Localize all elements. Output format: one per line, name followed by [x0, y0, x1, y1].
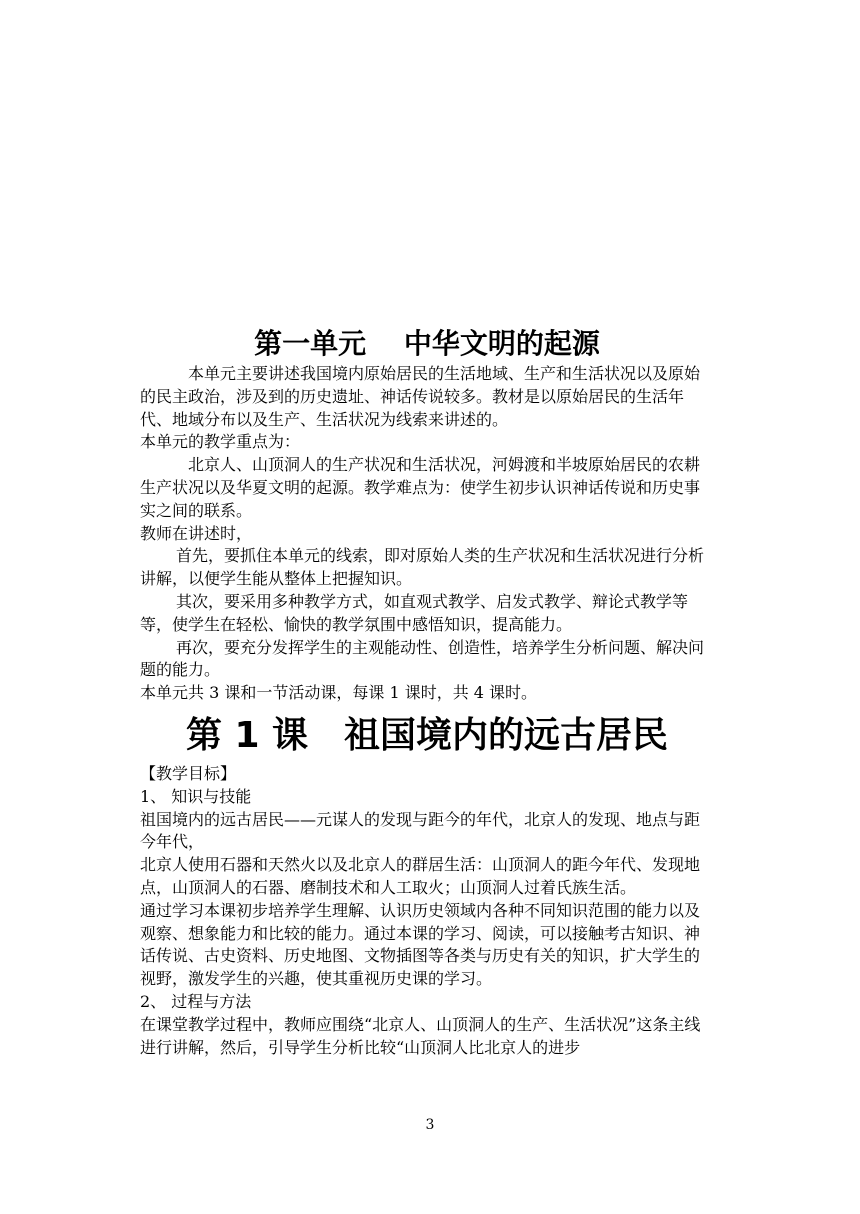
objective-2-heading: 2、 过程与方法 [140, 991, 252, 1011]
teacher-note-first: 首先，要抓住本单元的线索，即对原始人类的生产状况和生活状况进行分析讲解，以便学生能从整体上把握知识。 [140, 546, 705, 589]
objective-1-text-c: 通过学习本课初步培养学生理解、认识历史领域内各种不同知识范围的能力以及观察、想象能力和比较的能力。通过本课的学习、阅读，可以接触考古知识、神话传说、古史资料、历史地图、文物插图等各类与历史有关的知识，扩大学生的视野，激发学生的兴趣，使其重视历史课的学习。 [140, 900, 701, 989]
page-number: 3 [425, 1117, 435, 1133]
unit-focus-paragraph: 北京人、山顶洞人的生产状况和生活状况，河姆渡和半坡原始居民的农耕生产状况以及华夏文明的起源。教学难点为：使学生初步认识神话传说和历史事实之间的联系。 [140, 455, 701, 520]
unit-focus-heading: 本单元的教学重点为： [140, 432, 301, 452]
objectives-heading: 【教学目标】 [140, 763, 237, 783]
objective-1-text-b: 北京人使用石器和天然火以及北京人的群居生活：山顶洞人的距今年代、发现地点，山顶洞人的石器、磨制技术和人工取火；山顶洞人过着氏族生活。 [140, 855, 701, 897]
teacher-note-heading: 教师在讲述时， [140, 523, 253, 543]
unit-schedule: 本单元共 3 课和一节活动课，每课 1 课时，共 4 课时。 [140, 683, 538, 703]
objective-1-text-a: 祖国境内的远古居民——元谋人的发现与距今的年代，北京人的发现、地点与距今年代， [140, 809, 701, 852]
unit-intro-paragraph: 本单元主要讲述我国境内原始居民的生活地域、生产和生活状况以及原始的民主政治，涉及到的历史遗址、神话传说较多。教材是以原始居民的生活年代、地域分布以及生产、生活状况为线索来讲述的。 [140, 364, 701, 429]
teacher-note-third: 再次，要充分发挥学生的主观能动性、创造性，培养学生分析问题、解决问题的能力。 [140, 637, 705, 680]
lesson-title: 第 1 课 祖国境内的远古居民 [185, 714, 669, 756]
page-content [140, 325, 714, 1059]
objective-1-heading: 1、 知识与技能 [140, 786, 252, 806]
unit-title: 第一单元 中华文明的起源 [254, 327, 600, 360]
teacher-note-second: 其次，要采用多种教学方式，如直观式教学、启发式教学、辩论式教学等等，使学生在轻松、愉快的教学氛围中感悟知识，提高能力。 [140, 591, 689, 634]
objective-2-text: 在课堂教学过程中，教师应围绕“北京人、山顶洞人的生产、生活状况”这条主线进行讲解，然后，引导学生分析比较“山顶洞人比北京人的进步 [140, 1014, 701, 1057]
